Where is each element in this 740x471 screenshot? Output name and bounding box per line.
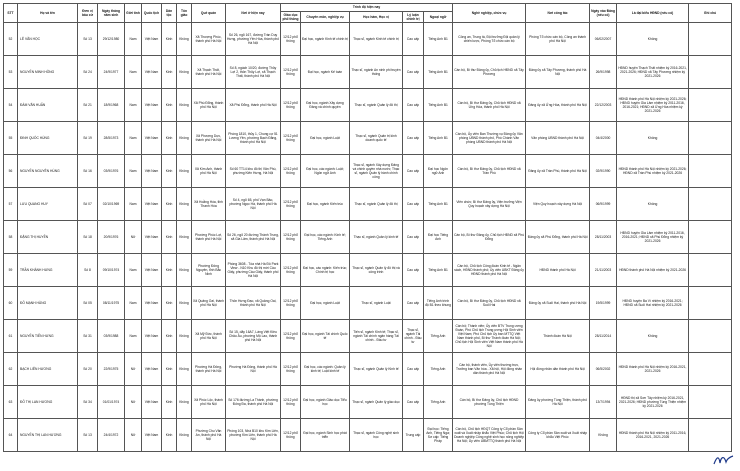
cell-degree: Thạc sĩ, ngành An ninh phi truyền thống bbox=[350, 56, 403, 89]
table-row bbox=[4, 122, 732, 155]
cell-stt: 62 bbox=[4, 353, 18, 386]
cell-hometown: Xã Thượng Phúc, thành phố Hà Nội bbox=[192, 23, 226, 56]
cell-council: Không bbox=[617, 23, 689, 56]
cell-gender: Nữ bbox=[125, 419, 142, 452]
header-dob: Ngày tháng năm sinh bbox=[98, 4, 125, 23]
cell-general-education: 12/12 phổ thông bbox=[281, 188, 301, 221]
table-row bbox=[4, 89, 732, 122]
cell-residence: Phường Hà Đông, thành phố Hà Nội bbox=[226, 353, 281, 386]
cell-unit: Số 19 bbox=[78, 122, 98, 155]
cell-party-date: 04/4/2000 bbox=[590, 122, 617, 155]
table-row bbox=[4, 287, 732, 320]
header-general-education: Giáo dục phổ thông bbox=[282, 12, 299, 21]
cell-hometown: Xã Thạch Thất, thành phố Hà Nội bbox=[192, 56, 226, 89]
header-education-group: Trình độ hiện nay bbox=[281, 4, 453, 12]
cell-major: Đại học, ngành Kiến trúc bbox=[301, 188, 350, 221]
cell-note bbox=[689, 56, 732, 89]
cell-workplace: Công ty Cổ phần Sản xuất và Xuất nhập khẩu Việt Phúc bbox=[526, 419, 590, 452]
cell-ethnicity: Kinh bbox=[162, 188, 177, 221]
cell-nationality: Việt Nam bbox=[142, 419, 162, 452]
cell-general-education: 12/12 phổ thông bbox=[281, 353, 301, 386]
cell-note bbox=[689, 386, 732, 419]
cell-party-date: 21/11/2003 bbox=[590, 254, 617, 287]
cell-dob: 01/01/1974 bbox=[98, 386, 125, 419]
header-major: Chuyên môn, nghiệp vụ bbox=[301, 12, 350, 23]
cell-religion: Không bbox=[177, 287, 192, 320]
cell-unit: Số 18 bbox=[78, 221, 98, 254]
cell-nationality: Việt Nam bbox=[142, 287, 162, 320]
cell-workplace: Phòng Tổ chức cán bộ, Công an thành phố Hà Nội bbox=[526, 23, 590, 56]
cell-major: Đại học, ngành Luật bbox=[301, 122, 350, 155]
cell-general-education: 12/12 phổ thông bbox=[281, 122, 301, 155]
cell-religion: Không bbox=[177, 188, 192, 221]
cell-hometown: Xã Phượng Dực, thành phố Hà Nội bbox=[192, 122, 226, 155]
cell-occupation: Viên chức; Bí thư Đảng ủy, Viện trưởng Viện Quy hoạch xây dựng Hà Nội bbox=[453, 188, 526, 221]
cell-politics: Thạc sĩ, ngành Tài chính - Đầu tư bbox=[403, 320, 424, 353]
cell-name: LÊ VĂN HỌC bbox=[18, 23, 78, 56]
cell-stt: 63 bbox=[4, 386, 18, 419]
cell-language: Tiếng Anh B1 bbox=[424, 254, 453, 287]
cell-nationality: Việt Nam bbox=[142, 254, 162, 287]
cell-council: HĐND thành phố Hà Nội nhiệm kỳ 2016-2021, 2021-2026 bbox=[617, 353, 689, 386]
cell-nationality: Việt Nam bbox=[142, 155, 162, 188]
header-hometown: Quê quán bbox=[192, 4, 226, 23]
table-row bbox=[4, 254, 732, 287]
cell-nationality: Việt Nam bbox=[142, 353, 162, 386]
cell-dob: 24/4/1972 bbox=[98, 419, 125, 452]
cell-residence: Số 4, ngõ 65, phố Vạn Bảo, phường Ngọc Hà, thành phố Hà Nội bbox=[226, 188, 281, 221]
cell-residence: Thôn Hưng Đạo, xã Quảng Oai, thành phố Hà Nội bbox=[226, 287, 281, 320]
header-party-date: Ngày vào Đảng (nếu có) bbox=[590, 4, 617, 23]
cell-unit: Số 34 bbox=[78, 386, 98, 419]
cell-nationality: Việt Nam bbox=[142, 23, 162, 56]
header-ethnicity: Dân tộc bbox=[162, 4, 177, 23]
cell-workplace: Đảng ủy xã Ứng Hòa, thành phố Hà Nội bbox=[526, 89, 590, 122]
cell-workplace: Đảng ủy xã Trần Phú, thành phố Hà Nội bbox=[526, 155, 590, 188]
cell-note bbox=[689, 353, 732, 386]
cell-language: Tiếng Anh B1 bbox=[424, 122, 453, 155]
cell-major: Đại học, các ngành: Kinh tế; Tiếng Anh bbox=[301, 221, 350, 254]
cell-name: NGUYỄN THỊ LAN HƯƠNG bbox=[18, 419, 78, 452]
cell-name: ĐÀM VĂN HUẤN bbox=[18, 89, 78, 122]
cell-general-education: 12/12 phổ thông bbox=[281, 155, 301, 188]
header-occupation: Nghề nghiệp, chức vụ bbox=[453, 4, 526, 23]
cell-nationality: Việt Nam bbox=[142, 56, 162, 89]
cell-religion: Không bbox=[177, 155, 192, 188]
cell-council: Không bbox=[617, 320, 689, 353]
cell-language: Tiếng Anh B1 bbox=[424, 23, 453, 56]
cell-unit: Số 31 bbox=[78, 320, 98, 353]
cell-politics: Cao cấp bbox=[403, 386, 424, 419]
cell-degree: Thạc sĩ, ngành Quản lý đô thị bbox=[350, 89, 403, 122]
signature-mark bbox=[712, 453, 734, 467]
cell-dob: 18/9/1968 bbox=[98, 89, 125, 122]
cell-occupation: Cán bộ, Bí thư Đảng ủy, Chủ tịch HĐND xã Tây Phương bbox=[453, 56, 526, 89]
cell-stt: 54 bbox=[4, 89, 18, 122]
cell-dob: 28/5/1973 bbox=[98, 122, 125, 155]
cell-general-education: 12/12 phổ thông bbox=[281, 419, 301, 452]
cell-note bbox=[689, 287, 732, 320]
cell-occupation: Cán bộ, Bí thư Đảng ủy, Chủ tịch HĐND xã Ứng Hòa, thành phố Hà Nội bbox=[453, 89, 526, 122]
cell-name: NGUYỄN NGUYÊN HÙNG bbox=[18, 155, 78, 188]
cell-major: Đại học, ngành Tài chính Quốc tế bbox=[301, 320, 350, 353]
header-residence: Nơi ở hiện nay bbox=[226, 4, 281, 23]
cell-unit: Số 21 bbox=[78, 89, 98, 122]
cell-religion: Không bbox=[177, 89, 192, 122]
cell-workplace: Đảng ủy phường Tùng Thiện, thành phố Hà Nội bbox=[526, 386, 590, 419]
cell-hometown: Xã Hoằng Hóa, tỉnh Thanh Hóa bbox=[192, 188, 226, 221]
cell-language: Tiếng Anh B1 bbox=[424, 188, 453, 221]
cell-hometown: Xã Quảng Oai, thành phố Hà Nội bbox=[192, 287, 226, 320]
cell-occupation: Cán bộ, Bí thư Đảng ủy, Chủ tịch HĐND xã Phù Đổng bbox=[453, 221, 526, 254]
cell-major: Đại học, các ngành: Quản lý kinh tế; Luật kinh tế bbox=[301, 353, 350, 386]
cell-degree: Thạc sĩ, ngành Quản lý Kinh tế bbox=[350, 353, 403, 386]
cell-name: NGUYỄN TIẾN HƯNG bbox=[18, 320, 78, 353]
cell-language: Đại học: Tiếng Anh, Tiếng Nga; Sơ cấp: Tiếng Pháp bbox=[424, 419, 453, 452]
header-name: Họ và tên bbox=[18, 4, 78, 23]
cell-unit: Số 05 bbox=[78, 287, 98, 320]
cell-name: BẠCH LIÊN HƯƠNG bbox=[18, 353, 78, 386]
cell-note bbox=[689, 419, 732, 452]
cell-note bbox=[689, 221, 732, 254]
cell-gender: Nữ bbox=[125, 221, 142, 254]
cell-gender: Nam bbox=[125, 56, 142, 89]
cell-gender: Nữ bbox=[125, 353, 142, 386]
cell-language: Tiếng Anh bbox=[424, 386, 453, 419]
cell-stt: 61 bbox=[4, 320, 18, 353]
cell-degree: Thạc sĩ, ngành Công nghệ sinh học bbox=[350, 419, 403, 452]
cell-gender: Nam bbox=[125, 122, 142, 155]
cell-ethnicity: Kinh bbox=[162, 386, 177, 419]
cell-politics: Trung cấp bbox=[403, 419, 424, 452]
header-politics: Lý luận chính trị bbox=[403, 12, 424, 23]
cell-gender: Nam bbox=[125, 89, 142, 122]
cell-note bbox=[689, 155, 732, 188]
cell-note bbox=[689, 188, 732, 221]
cell-occupation: Cán bộ, Ủy viên Ban Thường vụ Đảng ủy Văn phòng UBND thành phố, Phó Chánh Văn phòng UBND thành phố Hà Nội bbox=[453, 122, 526, 155]
candidate-table bbox=[3, 3, 732, 452]
cell-religion: Không bbox=[177, 353, 192, 386]
cell-stt: 58 bbox=[4, 221, 18, 254]
header-council: Là đại biểu HĐND (nếu có) bbox=[617, 4, 689, 23]
cell-note bbox=[689, 89, 732, 122]
cell-name: NGUYỄN MINH HỒNG bbox=[18, 56, 78, 89]
cell-gender: Nam bbox=[125, 155, 142, 188]
cell-hometown: Phường Chu Văn An, thành phố Hà Nội bbox=[192, 419, 226, 452]
cell-dob: 09/10/1974 bbox=[98, 254, 125, 287]
cell-general-education: 12/12 phổ thông bbox=[281, 56, 301, 89]
cell-residence: Số 15, dãy 16A7, Làng Việt Kiều Châu Âu, phường Mộ Lao, thành phố Hà Nội bbox=[226, 320, 281, 353]
cell-occupation: Cán bộ; Thành viên; Ủy viên BTV Trung ương Đoàn, Phó Chủ tịch Trung ương Hội Sinh viên Việt Nam; Phó Chủ tịch Ủy ban MTTQ Việt Nam thành phố, Bí thư Thành đoàn Hà Nội; Chủ tịch Hội Sinh viên Việt Nam thành phố Hà Nội bbox=[453, 320, 526, 353]
cell-council: HĐND huyện Ba Vì nhiệm kỳ 2016-2021; HĐND xã Suối Hai nhiệm kỳ 2021-2026 bbox=[617, 287, 689, 320]
cell-degree: Tiến sĩ, ngành Kinh tế; Thạc sĩ, ngành Tài chính ngân hàng Tài chính - Đầu tư bbox=[350, 320, 403, 353]
cell-hometown: Phường Phúc Lợi, thành phố Hà Nội bbox=[192, 221, 226, 254]
cell-religion: Không bbox=[177, 320, 192, 353]
cell-degree: Thạc sĩ, ngành Quản lý giáo dục bbox=[350, 386, 403, 419]
cell-degree: Thạc sĩ, ngành Xây dựng Đảng và chính quyền nhà nước; Thạc sĩ, ngành Quản lý hành chính công bbox=[350, 155, 403, 188]
cell-unit: Số 8 bbox=[78, 254, 98, 287]
header-gender: Giới tính bbox=[125, 4, 142, 23]
cell-gender: Nữ bbox=[125, 386, 142, 419]
table-row bbox=[4, 155, 732, 188]
cell-hometown: Phường Hà Đông, thành phố Hà Nội bbox=[192, 353, 226, 386]
cell-politics: Cao cấp bbox=[403, 188, 424, 221]
cell-workplace: Đảng ủy xã Suối Hai, thành phố Hà Nội bbox=[526, 287, 590, 320]
cell-dob: 20/9/1976 bbox=[98, 221, 125, 254]
cell-party-date: 28/11/2003 bbox=[590, 221, 617, 254]
cell-politics: Cao cấp bbox=[403, 89, 424, 122]
cell-politics: Cao cấp bbox=[403, 122, 424, 155]
cell-party-date: 19/5/1999 bbox=[590, 287, 617, 320]
cell-general-education: 12/12 phổ thông bbox=[281, 287, 301, 320]
cell-council: HĐND huyện Thạch Thất nhiệm kỳ 2016-2021, 2021-2026; HĐND xã Tây Phương nhiệm kỳ 2021-2026 bbox=[617, 56, 689, 89]
cell-workplace: Viện Quy hoạch xây dựng Hà Nội bbox=[526, 188, 590, 221]
cell-general-education: 12/12 phổ thông bbox=[281, 386, 301, 419]
cell-residence: Số 26, ngõ 167, đường Trần Duy Hưng, phường Yên Hòa, thành phố Hà Nội bbox=[226, 23, 281, 56]
cell-politics: Cao cấp bbox=[403, 23, 424, 56]
cell-religion: Không bbox=[177, 221, 192, 254]
cell-council: HĐND thị xã Sơn Tây nhiệm kỳ 2016-2021, 2021-2026; HĐND phường Tùng Thiện nhiệm kỳ 2021-2026 bbox=[617, 386, 689, 419]
cell-ethnicity: Kinh bbox=[162, 320, 177, 353]
cell-name: ĐỖ THỊ LAN HƯƠNG bbox=[18, 386, 78, 419]
cell-politics: Cao cấp bbox=[403, 353, 424, 386]
cell-degree: Thạc sĩ, ngành Quản lý đô thị và công trình bbox=[350, 254, 403, 287]
cell-party-date: 13/7/1994 bbox=[590, 386, 617, 419]
cell-party-date: 26/9/1998 bbox=[590, 56, 617, 89]
cell-dob: 22/9/1975 bbox=[98, 353, 125, 386]
cell-hometown: Phường Đông Nguyên, tỉnh Bắc Ninh bbox=[192, 254, 226, 287]
cell-language: Đại học Ngôn ngữ Anh bbox=[424, 155, 453, 188]
cell-ethnicity: Kinh bbox=[162, 353, 177, 386]
header-degree: Học hàm, Học vị bbox=[350, 12, 403, 23]
cell-dob: 08/11/1975 bbox=[98, 287, 125, 320]
cell-note bbox=[689, 122, 732, 155]
cell-stt: 56 bbox=[4, 155, 18, 188]
header-stt: STT bbox=[4, 4, 18, 23]
cell-nationality: Việt Nam bbox=[142, 122, 162, 155]
cell-party-date: 06/5/2002 bbox=[590, 353, 617, 386]
cell-nationality: Việt Nam bbox=[142, 89, 162, 122]
cell-language: Tiếng Anh bbox=[424, 320, 453, 353]
cell-nationality: Việt Nam bbox=[142, 221, 162, 254]
cell-religion: Không bbox=[177, 56, 192, 89]
cell-degree: Thạc sĩ, ngành Quản trị kinh doanh quốc tế bbox=[350, 122, 403, 155]
cell-occupation: Cán bộ, Bí thư Đảng ủy, Chủ tịch HĐND phường Tùng Thiện bbox=[453, 386, 526, 419]
cell-politics: Cao cấp bbox=[403, 287, 424, 320]
table-row bbox=[4, 221, 732, 254]
cell-name: ĐỖ MẠNH HÙNG bbox=[18, 287, 78, 320]
cell-ethnicity: Kinh bbox=[162, 23, 177, 56]
cell-nationality: Việt Nam bbox=[142, 188, 162, 221]
cell-council: Không bbox=[617, 188, 689, 221]
cell-religion: Không bbox=[177, 386, 192, 419]
cell-language: Tiếng Anh bbox=[424, 353, 453, 386]
cell-ethnicity: Kinh bbox=[162, 254, 177, 287]
cell-workplace: Hội đồng nhân dân thành phố Hà Nội bbox=[526, 353, 590, 386]
cell-residence: Số 8, ngách 10/20, đường Thủy Lợi 2, thôn Thủy Lợi, xã Thạch Thất, thành phố Hà Nội bbox=[226, 56, 281, 89]
cell-unit: Số 07 bbox=[78, 188, 98, 221]
cell-party-date: 28/11/2014 bbox=[590, 320, 617, 353]
cell-major: Đại học, ngành Kế toán bbox=[301, 56, 350, 89]
cell-gender: Nam bbox=[125, 320, 142, 353]
cell-unit: Số 13 bbox=[78, 419, 98, 452]
table-row bbox=[4, 320, 732, 353]
cell-party-date: Không bbox=[590, 419, 617, 452]
cell-stt: 53 bbox=[4, 56, 18, 89]
cell-dob: 02/10/1969 bbox=[98, 188, 125, 221]
cell-dob: 29/12/1980 bbox=[98, 23, 125, 56]
cell-note bbox=[689, 254, 732, 287]
cell-language: Tiếng Anh B1 bbox=[424, 89, 453, 122]
cell-unit: Số 16 bbox=[78, 155, 98, 188]
cell-workplace: Đảng ủy xã Phù Đổng, thành phố Hà Nội bbox=[526, 221, 590, 254]
cell-occupation: Công an, Trung tá, Đội trưởng Đội quản lý chiến lược, Phòng Tổ chức cán bộ bbox=[453, 23, 526, 56]
cell-degree: Thạc sĩ, ngành Quản lý kinh tế bbox=[350, 221, 403, 254]
cell-council: Không bbox=[617, 122, 689, 155]
cell-degree: Thạc sĩ, ngành Quản lý đô thị bbox=[350, 188, 403, 221]
cell-major: Đại học, ngành Kinh tế chính trị bbox=[301, 23, 350, 56]
cell-politics: Cao cấp bbox=[403, 221, 424, 254]
cell-religion: Không bbox=[177, 23, 192, 56]
cell-dob: 03/9/1988 bbox=[98, 320, 125, 353]
cell-stt: 64 bbox=[4, 419, 18, 452]
cell-name: LƯU QUANG HUY bbox=[18, 188, 78, 221]
cell-gender: Nam bbox=[125, 287, 142, 320]
cell-name: TRẦN KHÁNH HƯNG bbox=[18, 254, 78, 287]
table-row bbox=[4, 23, 732, 56]
cell-stt: 60 bbox=[4, 287, 18, 320]
cell-council: HĐND thành phố Hà Nội nhiệm kỳ 2011-2016, 2016-2021, 2021-2026 bbox=[617, 419, 689, 452]
header-unit: Đơn vị bầu cử bbox=[78, 4, 98, 23]
header-religion: Tôn giáo bbox=[177, 4, 192, 23]
cell-residence: Số 60 TT14 khu đô thị Văn Phú, phường Kiến Hưng, Hà Nội bbox=[226, 155, 281, 188]
cell-religion: Không bbox=[177, 254, 192, 287]
cell-general-education: 12/12 phổ thông bbox=[281, 23, 301, 56]
cell-politics: Cao cấp bbox=[403, 254, 424, 287]
cell-name: ĐINH QUỐC HÙNG bbox=[18, 122, 78, 155]
cell-residence: Phòng 103, Nhà B10 khu Kim Liên, phường Kim Liên, thành phố Hà Nội bbox=[226, 419, 281, 452]
cell-stt: 59 bbox=[4, 254, 18, 287]
cell-major: Đại học, ngành Luật bbox=[301, 287, 350, 320]
cell-language: Tiếng Anh trình độ B1 theo khung bbox=[424, 287, 453, 320]
cell-workplace: Thành đoàn Hà Nội bbox=[526, 320, 590, 353]
header-note: Ghi chú bbox=[689, 4, 732, 23]
cell-council: HĐND thành phố Hà Nội nhiệm kỳ 2021-2026; HĐND xã Trần Phú nhiệm kỳ 2021-2026 bbox=[617, 155, 689, 188]
cell-occupation: Cán bộ, Chủ tịch HĐQT Công ty Cổ phần Sản xuất và Xuất nhập khẩu Việt Phúc; Chủ tịch Hội Doanh nghiệp Công nghệ sinh học nông nghiệp Hà Nội; Ủy viên UBMTTQ thành phố Hà Nội bbox=[453, 419, 526, 452]
cell-stt: 57 bbox=[4, 188, 18, 221]
table-row bbox=[4, 386, 732, 419]
table-row bbox=[4, 353, 732, 386]
cell-gender: Nam bbox=[125, 254, 142, 287]
cell-residence: Xã Phù Đổng, thành phố Hà Nội bbox=[226, 89, 281, 122]
cell-ethnicity: Kinh bbox=[162, 287, 177, 320]
cell-gender: Nam bbox=[125, 23, 142, 56]
cell-unit: Số 24 bbox=[78, 56, 98, 89]
cell-politics: Cao cấp bbox=[403, 56, 424, 89]
cell-general-education: 12/12 phổ thông bbox=[281, 221, 301, 254]
cell-unit: Số 20 bbox=[78, 353, 98, 386]
cell-workplace: HĐND thành phố Hà Nội bbox=[526, 254, 590, 287]
cell-dob: 03/9/1976 bbox=[98, 155, 125, 188]
cell-major: Đại học, các ngành: Kiến trúc; Chính trị học bbox=[301, 254, 350, 287]
cell-name: ĐẶNG THỊ HUYỀN bbox=[18, 221, 78, 254]
cell-degree: Thạc sĩ, ngành Kinh tế chính trị bbox=[350, 23, 403, 56]
cell-party-date: 02/9/1990 bbox=[590, 155, 617, 188]
cell-unit: Số 13 bbox=[78, 23, 98, 56]
table-row bbox=[4, 188, 732, 221]
cell-residence: Số 176 đường La Thành, phường Đống Đa, thành phố Hà Nội bbox=[226, 386, 281, 419]
cell-major: Đại học, ngành Sinh học phát triển bbox=[301, 419, 350, 452]
cell-ethnicity: Kinh bbox=[162, 419, 177, 452]
cell-workplace: Đảng ủy xã Tây Phương, thành phố Hà Nội bbox=[526, 56, 590, 89]
cell-nationality: Việt Nam bbox=[142, 386, 162, 419]
cell-ethnicity: Kinh bbox=[162, 56, 177, 89]
cell-residence: Phòng 3608 - Tòa nhà Hà Đô Park View - N10 Khu đô thị mới Cầu Giấy, phường Cầu Giấy, thành phố Hà Nội bbox=[226, 254, 281, 287]
cell-council: HĐND huyện Gia Lâm nhiệm kỳ 2011-2016, 2016-2021; HĐND xã Phù Đổng nhiệm kỳ 2021-2026 bbox=[617, 221, 689, 254]
cell-ethnicity: Kinh bbox=[162, 122, 177, 155]
cell-dob: 24/9/1977 bbox=[98, 56, 125, 89]
table-row bbox=[4, 419, 732, 452]
cell-ethnicity: Kinh bbox=[162, 89, 177, 122]
cell-residence: Số 26, ngõ 20 đường Thành Trung, xã Gia Lâm, thành phố Hà Nội bbox=[226, 221, 281, 254]
cell-language: Đại học Tiếng Anh bbox=[424, 221, 453, 254]
cell-hometown: Xã Phúc Lộc, thành phố Hà Nội bbox=[192, 386, 226, 419]
cell-stt: 52 bbox=[4, 23, 18, 56]
cell-ethnicity: Kinh bbox=[162, 155, 177, 188]
header-nationality: Quốc tịch bbox=[142, 4, 162, 23]
cell-major: Đại học, các ngành: Luật; Ngôn ngữ Anh bbox=[301, 155, 350, 188]
cell-occupation: Cán bộ, Chủ tịch Công đoàn Kinh tế - Ngân sách, HĐND thành phố; Ủy viên UBKT Đảng ủy HĐND thành phố Hà Nội bbox=[453, 254, 526, 287]
cell-hometown: Xã Phù Đổng, thành phố Hà Nội bbox=[192, 89, 226, 122]
cell-note bbox=[689, 23, 732, 56]
header-workplace: Nơi công tác bbox=[526, 4, 590, 23]
cell-residence: Phòng 1810, thủy 1, Chung cư 51 Lương Yên, phường Bạch Đằng, thành phố Hà Nội bbox=[226, 122, 281, 155]
cell-general-education: 12/12 phổ thông bbox=[281, 254, 301, 287]
cell-party-date: 22/12/2003 bbox=[590, 89, 617, 122]
cell-major: Đại học, ngành Giáo dục Tiểu học bbox=[301, 386, 350, 419]
cell-occupation: Cán bộ, Bí thư Đảng ủy, Chủ tịch HĐND xã Suối Hai bbox=[453, 287, 526, 320]
cell-hometown: Xã Kim Anh, thành phố Hà Nội bbox=[192, 155, 226, 188]
cell-ethnicity: Kinh bbox=[162, 221, 177, 254]
cell-religion: Không bbox=[177, 122, 192, 155]
cell-note bbox=[689, 320, 732, 353]
cell-general-education: 12/12 phổ thông bbox=[281, 89, 301, 122]
cell-hometown: Xã Mỹ Đức, thành phố Hà Nội bbox=[192, 320, 226, 353]
cell-nationality: Việt Nam bbox=[142, 320, 162, 353]
cell-major: Đại học, ngành Xây dựng Đảng và chính quyền bbox=[301, 89, 350, 122]
table-row bbox=[4, 56, 732, 89]
cell-occupation: Cán bộ, Bí thư Đảng ủy, Chủ tịch HĐND xã Trần Phú bbox=[453, 155, 526, 188]
cell-party-date: 06/9/1999 bbox=[590, 188, 617, 221]
cell-council: HĐND thành phố Hà Nội nhiệm kỳ 2021-2026; HĐND huyện Gia Lâm nhiệm kỳ 2011-2016, 2016-2021; HĐND xã Ứng Hòa nhiệm kỳ 2021-2026 bbox=[617, 89, 689, 122]
header-language: Ngoại ngữ bbox=[424, 12, 453, 23]
cell-stt: 55 bbox=[4, 122, 18, 155]
cell-workplace: Văn phòng UBND thành phố Hà Nội bbox=[526, 122, 590, 155]
cell-council: HĐND thành phố Hà Nội nhiệm kỳ 2021-2026 bbox=[617, 254, 689, 287]
cell-politics: Cao cấp bbox=[403, 155, 424, 188]
cell-occupation: Cán bộ, thành viên, Ủy viên thường trực, Trưởng ban Văn hóa - Xã hội, Hội đồng nhân dân thành phố Hà Nội bbox=[453, 353, 526, 386]
cell-language: Tiếng Anh B1 bbox=[424, 56, 453, 89]
cell-religion: Không bbox=[177, 419, 192, 452]
cell-party-date: 06/02/2007 bbox=[590, 23, 617, 56]
cell-degree: Thạc sĩ, ngành Luật bbox=[350, 287, 403, 320]
cell-gender: Nam bbox=[125, 188, 142, 221]
cell-general-education: 12/12 phổ thông bbox=[281, 320, 301, 353]
